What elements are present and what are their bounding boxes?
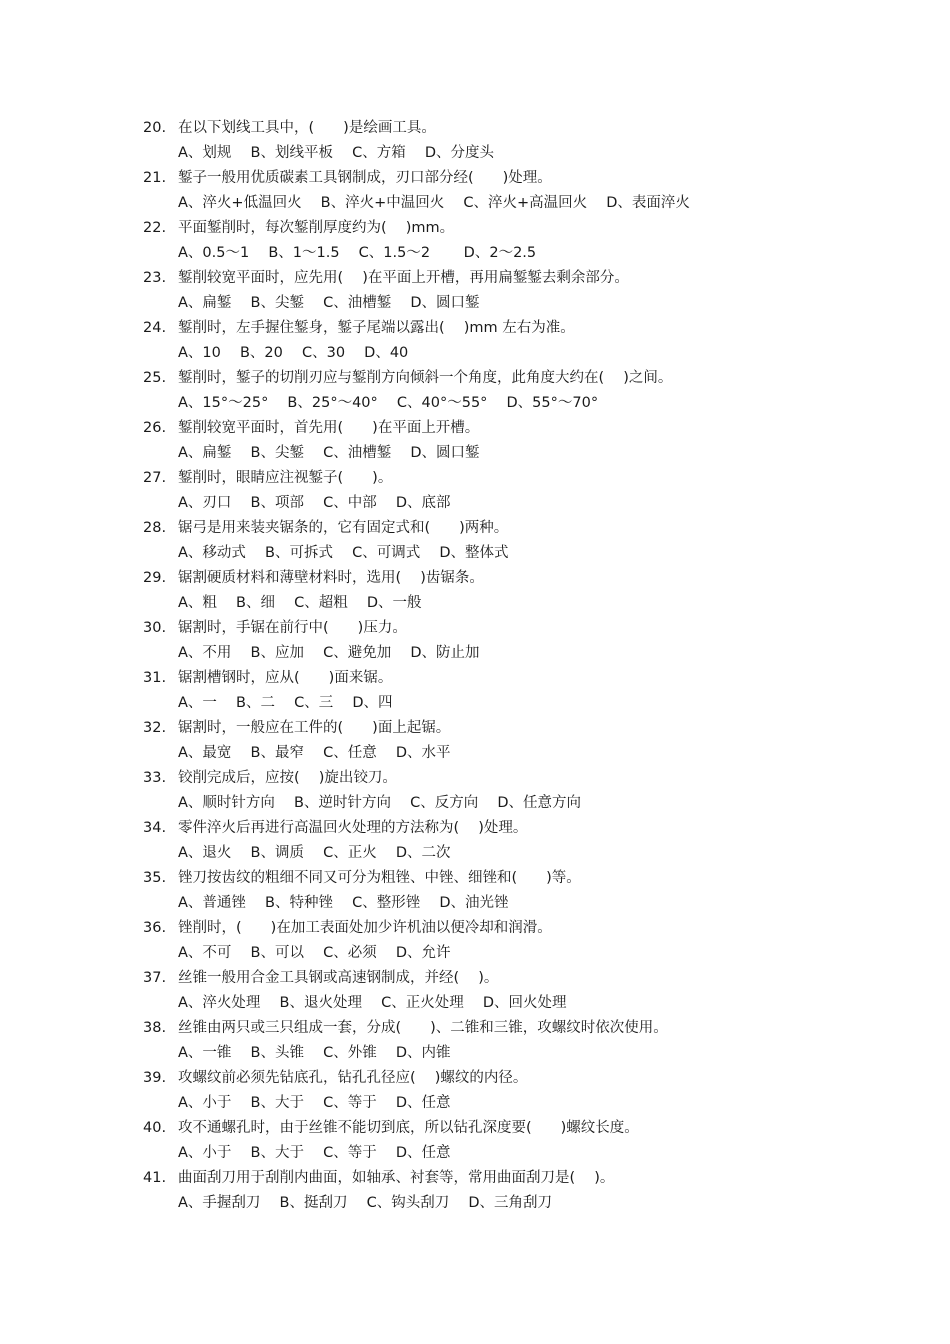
question-line [143,866,863,891]
question-item [143,566,863,616]
question-text: 在以下划线工具中，( )是绘画工具。 [178,120,436,136]
question-item [143,266,863,316]
question-number: 25. [143,370,167,386]
question-text: 锉削时，( )在加工表面处加少许机油以便冷却和润滑。 [178,920,552,936]
question-options: A、扁錾 B、尖錾 C、油槽錾 D、圆口錾 [178,445,480,461]
question-number: 21. [143,170,167,186]
question-text: 锯弓是用来装夹锯条的，它有固定式和( )两种。 [178,520,509,536]
question-line [143,1166,863,1191]
question-number: 36. [143,920,167,936]
question-options: A、移动式 B、可拆式 C、可调式 D、整体式 [178,545,509,561]
question-line [143,516,863,541]
question-line [143,416,863,441]
question-text: 錾子一般用优质碳素工具钢制成，刃口部分经( )处理。 [178,170,552,186]
question-number: 39. [143,1070,167,1086]
question-text: 丝锥一般用合金工具钢或高速钢制成，并经( )。 [178,970,499,986]
question-text: 錾削较宽平面时，首先用( )在平面上开槽。 [178,420,480,436]
question-options: A、不用 B、应加 C、避免加 D、防止加 [178,645,480,661]
question-options: A、淬火处理 B、退火处理 C、正火处理 D、回火处理 [178,995,567,1011]
question-line [143,916,863,941]
question-text: 丝锥由两只或三只组成一套，分成( )、二锥和三锥，攻螺纹时依次使用。 [178,1020,668,1036]
question-options: A、淬火+低温回火 B、淬火+中温回火 C、淬火+高温回火 D、表面淬火 [178,195,690,211]
question-options: A、15°～25° B、25°～40° C、40°～55° D、55°～70° [178,395,599,411]
question-line [143,116,863,141]
question-line [143,166,863,191]
question-number: 35. [143,870,167,886]
question-options: A、顺时针方向 B、逆时针方向 C、反方向 D、任意方向 [178,795,581,811]
question-item [143,116,863,166]
question-item [143,516,863,566]
question-options: A、最宽 B、最窄 C、任意 D、水平 [178,745,451,761]
question-number: 28. [143,520,167,536]
question-line [143,766,863,791]
question-item [143,466,863,516]
question-text: 錾削时，錾子的切削刃应与錾削方向倾斜一个角度，此角度大约在( )之间。 [178,370,673,386]
question-options: A、划规 B、划线平板 C、方箱 D、分度头 [178,145,494,161]
question-options: A、退火 B、调质 C、正火 D、二次 [178,845,451,861]
question-item [143,1116,863,1166]
question-text: 攻螺纹前必须先钻底孔，钻孔孔径应( )螺纹的内径。 [178,1070,528,1086]
question-list [143,116,863,1216]
question-text: 錾削时，眼睛应注视錾子( )。 [178,470,393,486]
question-item [143,616,863,666]
question-item [143,1166,863,1216]
question-options: A、0.5～1 B、1～1.5 C、1.5～2 D、2～2.5 [178,245,537,261]
question-item [143,1066,863,1116]
question-options: A、不可 B、可以 C、必须 D、允许 [178,945,451,961]
question-line [143,966,863,991]
question-item [143,1016,863,1066]
question-number: 29. [143,570,167,586]
question-number: 22. [143,220,167,236]
question-number: 37. [143,970,167,986]
question-options: A、普通锉 B、特种锉 C、整形锉 D、油光锉 [178,895,509,911]
question-number: 30. [143,620,167,636]
question-line [143,466,863,491]
question-item [143,416,863,466]
question-line [143,366,863,391]
question-options: A、一 B、二 C、三 D、四 [178,695,393,711]
question-item [143,966,863,1016]
question-line [143,216,863,241]
question-options: A、手握刮刀 B、挺刮刀 C、钩头刮刀 D、三角刮刀 [178,1195,552,1211]
question-number: 41. [143,1170,167,1186]
question-item [143,216,863,266]
question-item [143,166,863,216]
question-text: 攻不通螺孔时，由于丝锥不能切到底，所以钻孔深度要( )螺纹长度。 [178,1120,639,1136]
question-text: 錾削较宽平面时，应先用( )在平面上开槽，再用扁錾錾去剩余部分。 [178,270,629,286]
question-options: A、10 B、20 C、30 D、40 [178,345,409,361]
question-text: 锯割时，一般应在工件的( )面上起锯。 [178,720,451,736]
question-text: 锯割硬质材料和薄壁材料时，选用( )齿锯条。 [178,570,484,586]
question-number: 23. [143,270,167,286]
question-options: A、刃口 B、项部 C、中部 D、底部 [178,495,451,511]
question-number: 38. [143,1020,167,1036]
question-item [143,716,863,766]
question-number: 20. [143,120,167,136]
question-number: 40. [143,1120,167,1136]
question-item [143,866,863,916]
question-text: 零件淬火后再进行高温回火处理的方法称为( )处理。 [178,820,528,836]
question-text: 锯割时，手锯在前行中( )压力。 [178,620,407,636]
question-item [143,316,863,366]
question-number: 33. [143,770,167,786]
question-options: A、小于 B、大于 C、等于 D、任意 [178,1095,451,1111]
question-line [143,1116,863,1141]
question-line [143,316,863,341]
question-line [143,716,863,741]
question-options: A、扁錾 B、尖錾 C、油槽錾 D、圆口錾 [178,295,480,311]
question-item [143,766,863,816]
question-text: 平面錾削时，每次錾削厚度约为( )mm。 [178,220,455,236]
question-line [143,1066,863,1091]
question-text: 铰削完成后，应按( )旋出铰刀。 [178,770,397,786]
question-number: 34. [143,820,167,836]
question-line [143,1016,863,1041]
question-line [143,616,863,641]
question-text: 曲面刮刀用于刮削内曲面，如轴承、衬套等，常用曲面刮刀是( )。 [178,1170,615,1186]
question-item [143,666,863,716]
question-line [143,566,863,591]
question-options: A、粗 B、细 C、超粗 D、一般 [178,595,422,611]
question-text: 锯割槽钢时，应从( )面来锯。 [178,670,393,686]
question-text: 锉刀按齿纹的粗细不同又可分为粗锉、中锉、细锉和( )等。 [178,870,581,886]
question-number: 32. [143,720,167,736]
question-line [143,266,863,291]
question-item [143,916,863,966]
question-options: A、小于 B、大于 C、等于 D、任意 [178,1145,451,1161]
question-number: 26. [143,420,167,436]
question-number: 27. [143,470,167,486]
question-line [143,816,863,841]
question-number: 31. [143,670,167,686]
question-number: 24. [143,320,167,336]
question-line [143,666,863,691]
question-text: 錾削时，左手握住錾身，錾子尾端以露出( )mm 左右为准。 [178,320,575,336]
question-item [143,816,863,866]
question-item [143,366,863,416]
question-options: A、一锥 B、头锥 C、外锥 D、内锥 [178,1045,451,1061]
